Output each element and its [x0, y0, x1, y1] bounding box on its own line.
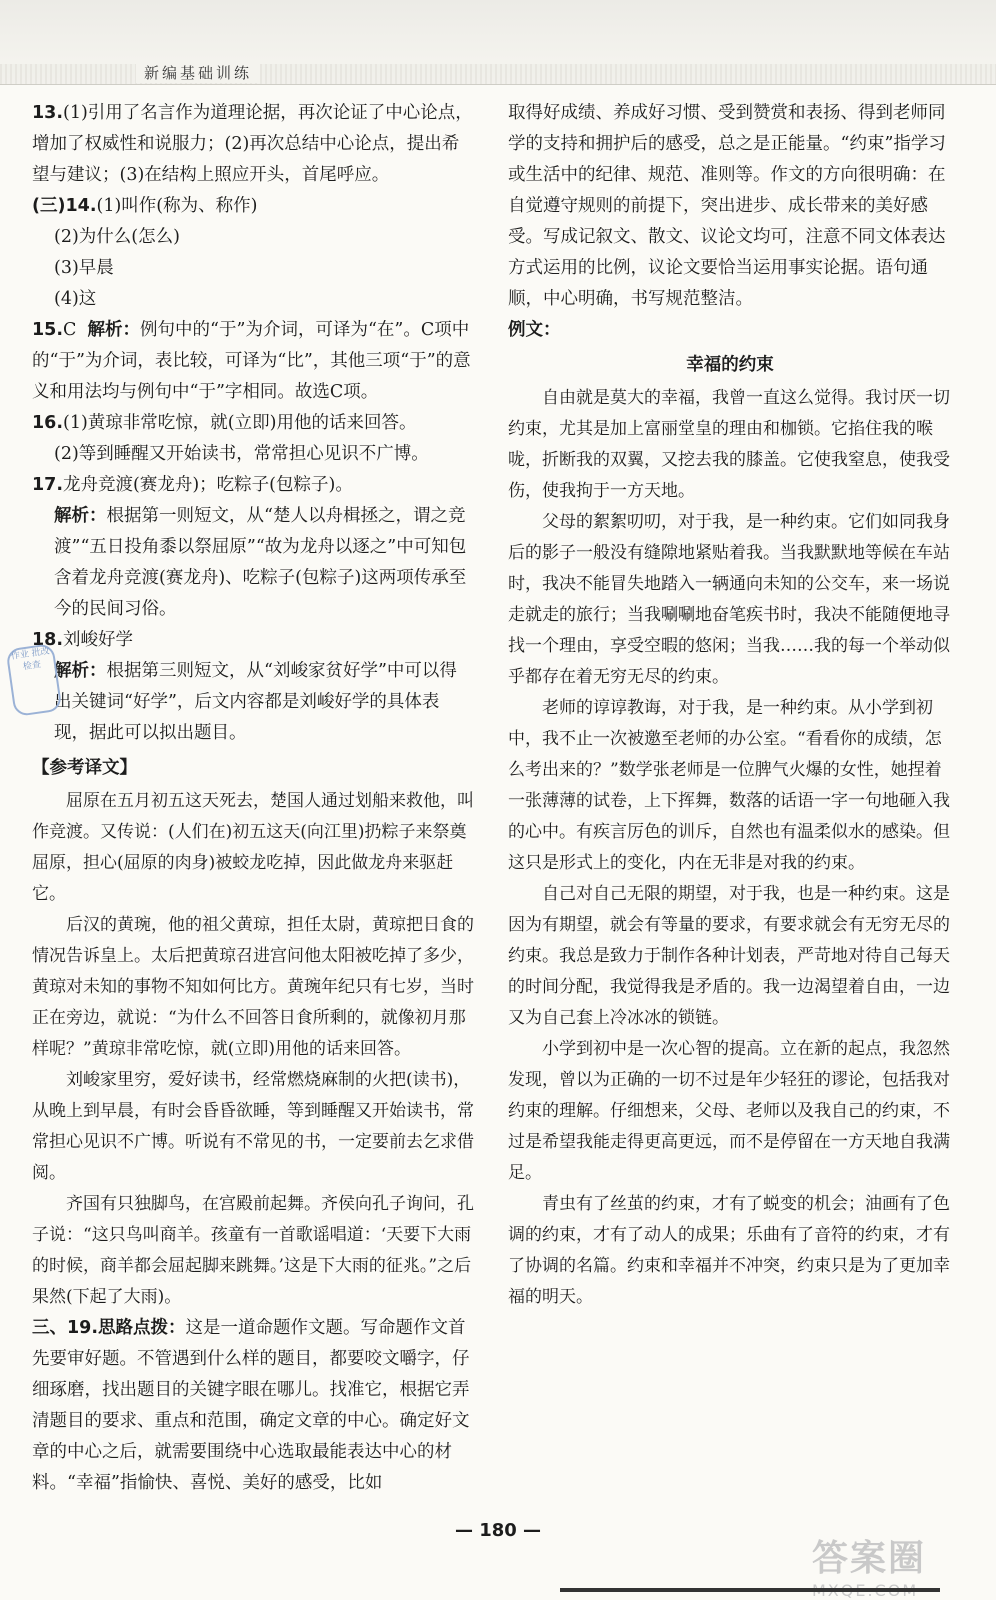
- q15-answer: C: [63, 320, 77, 340]
- q18-answer: 刘峻好学: [63, 630, 134, 650]
- q18-number: 18.: [32, 630, 64, 650]
- q15-text: 例句中的“于”为介词，可译为“在”。C项中的“于”为介词，表比较，可译为“比”，其他三项“于”的意义和用法均与例句中“于”字相同。故选C项。: [32, 320, 471, 402]
- q19-text: 这是一道命题作文题。写命题作文首先要审好题。不管遇到什么样的题目，都要咬文嚼字，仔细琢磨，找出题目的关键字眼在哪儿。找准它，根据它弄清题目的要求、重点和范围，确定文章的中心。确定好文章的中心之后，就需要围绕中心选取最能表达中心的材料。“幸福”指愉快、喜悦、美好的感受，比如: [32, 1318, 470, 1493]
- page-number: — 180 —: [454, 1520, 542, 1541]
- translation-para-3: 刘峻家里穷，爱好读书，经常燃烧麻制的火把(读书)，从晚上到早晨，有时会昏昏欲睡，等到睡醒又开始读书，常常担心见识不广博。听说有不常见的书，一定要前去乞求借阅。: [32, 1070, 474, 1183]
- q16-item-1: (1)黄琼非常吃惊，就(立即)用他的话来回答。: [63, 413, 417, 433]
- page-header: [0, 0, 996, 85]
- essay-para-3: 老师的谆谆教诲，对于我，是一种约束。从小学到初中，我不止一次被邀至老师的办公室。“看看你的成绩，怎么考出来的？”数学张老师是一位脾气火爆的女性，她捏着一张薄薄的试卷，上下挥舞，数落的话语一字一句地砸入我的心中。有疾言厉色的训斥，自然也有温柔似水的感染。但这只是形式上的变化，内在无非是对我的约束。: [508, 698, 950, 873]
- essay-para-1: 自由就是莫大的幸福，我曾一直这么觉得。我讨厌一切约束，尤其是加上富丽堂皇的理由和枷锁。它掐住我的喉咙，折断我的双翼，又挖去我的膝盖。它使我窒息，使我受伤，使我拘于一方天地。: [508, 388, 950, 501]
- footer-rule: [560, 1588, 940, 1592]
- q17-text: 根据第一则短文，从“楚人以舟楫拯之，谓之竞渡”“五日投角黍以祭屈原”“故为龙舟以逐之”中可知包含着龙舟竞渡(赛龙舟)、吃粽子(包粽子)这两项传承至今的民间习俗。: [54, 506, 467, 619]
- reference-translation-title: 【参考译文】: [32, 758, 137, 778]
- translation-para-2: 后汉的黄琬，他的祖父黄琼，担任太尉，黄琼把日食的情况告诉皇上。太后把黄琼召进宫问他太阳被吃掉了多少，黄琼对未知的事物不知如何比方。黄琬年纪只有七岁，当时正在旁边，就说：“为什么不回答日食所剩的，就像初月那样呢？”黄琼非常吃惊，就(立即)用他的话来回答。: [32, 915, 474, 1059]
- q13-text: (1)引用了名言作为道理论据，再次论证了中心论点，增加了权威性和说服力；(2)再次总结中心论点，提出希望与建议；(3)在结构上照应开头，首尾呼应。: [32, 103, 473, 185]
- translation-para-1: 屈原在五月初五这天死去，楚国人通过划船来救他，叫作竞渡。又传说：(人们在)初五这天(向江里)扔粽子来祭奠屈原，担心(屈原的肉身)被蛟龙吃掉，因此做龙舟来驱赶它。: [32, 791, 474, 904]
- q14-item-2: (2)为什么(怎么): [54, 227, 180, 247]
- q15-number: 15.: [32, 320, 64, 340]
- answer-18: [32, 625, 474, 656]
- q17-analysis: [32, 501, 474, 625]
- q18-text: 根据第三则短文，从“刘峻家贫好学”中可以得出关键词“好学”，后文内容都是刘峻好学的具体表现，据此可以拟出题目。: [54, 661, 457, 743]
- q16-item-2: (2)等到睡醒又开始读书，常常担心见识不广博。: [54, 444, 429, 464]
- answer-17: [32, 470, 474, 501]
- q19-number: 19.: [67, 1318, 99, 1338]
- right-column: [508, 98, 952, 1313]
- essay-para-6: 青虫有了丝茧的约束，才有了蜕变的机会；油画有了色调的约束，才有了动人的成果；乐曲有了音符的约束，才有了协调的名篇。约束和幸福并不冲突，约束只是为了更加幸福的明天。: [508, 1194, 950, 1307]
- answer-16: [32, 408, 474, 439]
- answer-14: [32, 191, 474, 222]
- watermark-text: 答案圈: [812, 1538, 927, 1579]
- answer-15: [32, 315, 474, 408]
- q18-label: 解析：: [54, 661, 107, 681]
- q19-continued: 取得好成绩、养成好习惯、受到赞赏和表扬、得到老师同学的支持和拥护后的感受，总之是正能量。“约束”指学习或生活中的纪律、规范、准则等。作文的方向很明确：在自觉遵守规则的前提下，突出进步、成长带来的美好感受。写成记叙文、散文、议论文均可，注意不同文体表达方式运用的比例，议论文要恰当运用事实论据。语句通顺，中心明确，书写规范整洁。: [508, 103, 946, 309]
- q19-prefix: 三、: [32, 1318, 67, 1338]
- q19-label: 思路点拨：: [98, 1318, 186, 1338]
- q18-analysis: [32, 656, 474, 749]
- essay-para-2: 父母的絮絮叨叨，对于我，是一种约束。它们如同我身后的影子一般没有缝隙地紧贴着我。当我默默地等候在车站时，我决不能冒失地踏入一辆通向未知的公交车，来一场说走就走的旅行；当我唰唰地奋笔疾书时，我决不能随便地寻找一个理由，享受空暇的悠闲；当我……我的每一个举动似乎都存在着无穷无尽的约束。: [508, 512, 950, 687]
- stamp-mark: 作业 批改 检查: [6, 643, 63, 717]
- q14-number: 14.: [65, 196, 97, 216]
- q16-number: 16.: [32, 413, 64, 433]
- answer-19: [32, 1313, 474, 1499]
- q14-item-4: (4)这: [54, 289, 97, 309]
- example-label: 例文：: [508, 320, 561, 340]
- essay-para-4: 自己对自己无限的期望，对于我，也是一种约束。这是因为有期望，就会有等量的要求，有要求就会有无穷无尽的约束。我总是致力于制作各种计划表，严苛地对待自己每天的时间分配，我觉得我是矛盾的。我一边渴望着自由，一边又为自己套上冷冰冰的锁链。: [508, 884, 950, 1028]
- q17-answer: 龙舟竞渡(赛龙舟)；吃粽子(包粽子)。: [63, 475, 353, 495]
- translation-para-4: 齐国有只独脚鸟，在宫殿前起舞。齐侯向孔子询问，孔子说：“这只鸟叫商羊。孩童有一首歌谣唱道：‘天要下大雨的时候，商羊都会屈起脚来跳舞。’这是下大雨的征兆。”之后果然(下起了大雨)。: [32, 1194, 474, 1307]
- q14-item-1: (1)叫作(称为、称作): [96, 196, 258, 216]
- q13-number: 13.: [32, 103, 64, 123]
- q14-prefix: (三): [32, 196, 66, 216]
- essay-para-5: 小学到初中是一次心智的提高。立在新的起点，我忽然发现，曾以为正确的一切不过是年少轻狂的谬论，包括我对约束的理解。仔细想来，父母、老师以及我自己的约束，不过是希望我能走得更高更远，而不是停留在一方天地自我满足。: [508, 1039, 950, 1183]
- left-column: [10, 98, 474, 1499]
- header-title: 新编基础训练: [136, 62, 260, 83]
- answer-13: [32, 98, 474, 191]
- essay-title: 幸福的约束: [686, 355, 774, 375]
- q17-label: 解析：: [54, 506, 107, 526]
- q17-number: 17.: [32, 475, 64, 495]
- q15-label: 解析：: [87, 320, 141, 340]
- q14-item-3: (3)早晨: [54, 258, 114, 278]
- watermark-logo: [812, 1530, 972, 1594]
